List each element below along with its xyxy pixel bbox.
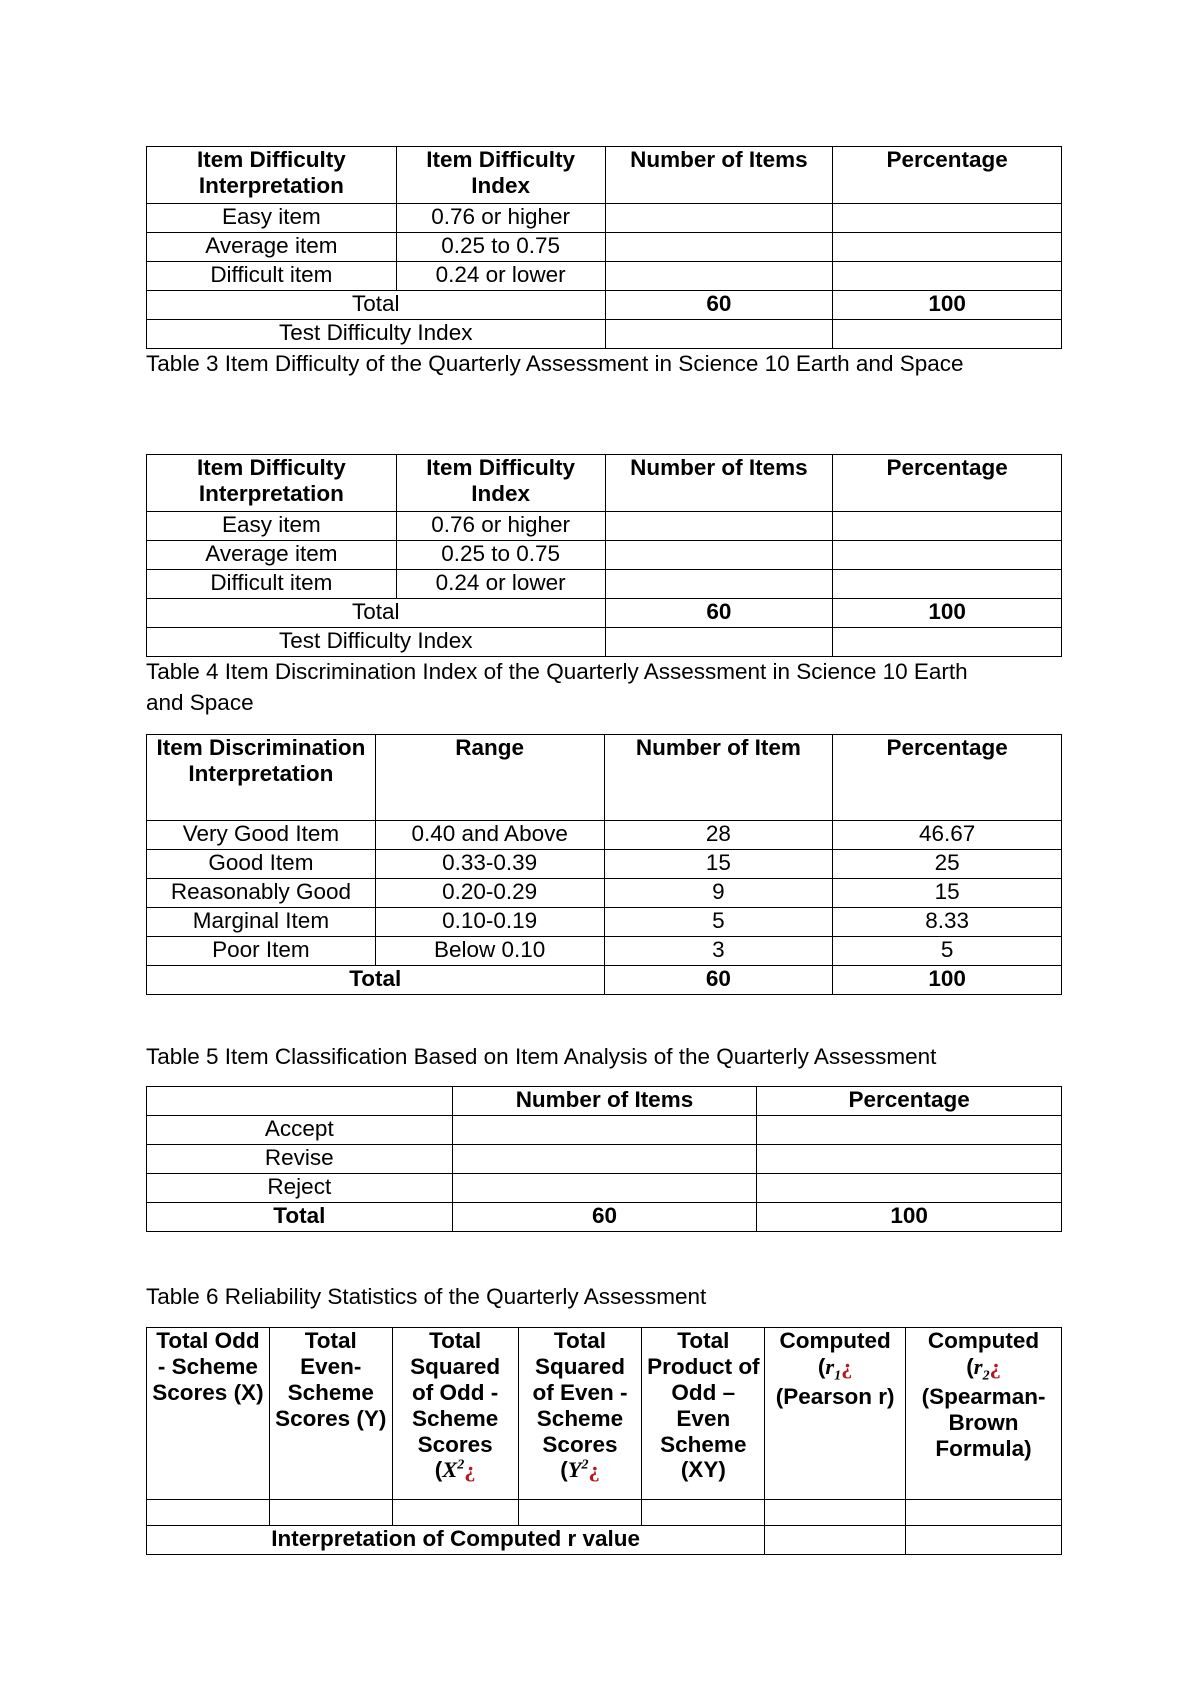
table-cell: 15 xyxy=(833,879,1062,908)
table-cell xyxy=(833,233,1062,262)
total-percentage: 100 xyxy=(833,291,1062,320)
table-cell: Accept xyxy=(147,1116,453,1145)
header-text: (Pearson r) xyxy=(775,1384,895,1410)
table-row xyxy=(147,1145,1062,1174)
header-cell: Item Discrimination Interpretation xyxy=(147,735,376,821)
table-cell xyxy=(452,1145,757,1174)
table-cell: 46.67 xyxy=(833,821,1062,850)
table-cell xyxy=(833,262,1062,291)
table-cell: 0.20-0.29 xyxy=(375,879,604,908)
table-cell xyxy=(605,204,833,233)
table-cell xyxy=(605,233,833,262)
header-cell xyxy=(147,1087,453,1116)
header-product-xy: Total Product of Odd – Even Scheme (XY) xyxy=(642,1328,765,1500)
header-cell: Item Difficulty Interpretation xyxy=(147,147,397,204)
table-cell: Reject xyxy=(147,1174,453,1203)
total-label: Total xyxy=(147,966,605,995)
table-cell: Average item xyxy=(147,541,397,570)
table-cell xyxy=(833,570,1062,599)
table-row xyxy=(147,1174,1062,1203)
table-row xyxy=(147,262,1062,291)
difficulty-index-row xyxy=(147,628,1062,657)
total-label: Total xyxy=(147,1203,453,1232)
table-cell: Easy item xyxy=(147,204,397,233)
table-caption: Table 4 Item Discrimination Index of the Quarterly Assessment in Science 10 Earth xyxy=(146,659,968,684)
total-row xyxy=(147,599,1062,628)
table-cell: 0.25 to 0.75 xyxy=(396,233,605,262)
table-cell: Easy item xyxy=(147,512,397,541)
total-percentage: 100 xyxy=(757,1203,1062,1232)
broken-glyph: ¿ xyxy=(841,1353,853,1379)
total-items: 60 xyxy=(452,1203,757,1232)
table-cell: 0.24 or lower xyxy=(396,570,605,599)
table-cell xyxy=(605,628,833,657)
table-cell xyxy=(757,1174,1062,1203)
table-cell: 5 xyxy=(833,937,1062,966)
table-cell: 5 xyxy=(604,908,833,937)
total-row xyxy=(147,1203,1062,1232)
table-cell xyxy=(906,1526,1062,1555)
math-exponent: 2 xyxy=(457,1457,465,1473)
table-cell: Average item xyxy=(147,233,397,262)
table-cell xyxy=(833,204,1062,233)
table-cell xyxy=(833,628,1062,657)
table-cell: Poor Item xyxy=(147,937,376,966)
table-caption: Table 6 Reliability Statistics of the Quarterly Assessment xyxy=(146,1284,707,1309)
table-cell xyxy=(642,1500,765,1526)
header-cell: Number of Items xyxy=(452,1087,757,1116)
table-cell xyxy=(518,1500,642,1526)
table-cell xyxy=(452,1116,757,1145)
table-caption-continued: and Space xyxy=(146,690,254,715)
table-row xyxy=(147,512,1062,541)
table-cell: 9 xyxy=(604,879,833,908)
table-cell: Difficult item xyxy=(147,262,397,291)
broken-glyph: ¿ xyxy=(588,1457,600,1483)
table-cell: Below 0.10 xyxy=(375,937,604,966)
table-cell xyxy=(765,1500,906,1526)
header-squared-odd: Total Squared of Odd - Scheme Scores ($X^2¿$ xyxy=(392,1328,518,1500)
table-cell xyxy=(833,320,1062,349)
header-spearman-brown: Computed ($r_2¿$ (Spearman-Brown Formula) xyxy=(906,1328,1062,1500)
table-cell: 25 xyxy=(833,850,1062,879)
total-items: 60 xyxy=(605,291,833,320)
table-row xyxy=(147,541,1062,570)
item-difficulty-table xyxy=(146,454,1062,657)
table-cell: Reasonably Good xyxy=(147,879,376,908)
table-cell xyxy=(757,1145,1062,1174)
table-cell: 0.76 or higher xyxy=(396,512,605,541)
total-row xyxy=(147,966,1062,995)
table-cell: 0.24 or lower xyxy=(396,262,605,291)
table-cell: Difficult item xyxy=(147,570,397,599)
header-squared-even: Total Squared of Even -Scheme Scores ($Y^2¿$ xyxy=(518,1328,642,1500)
header-cell: Percentage xyxy=(757,1087,1062,1116)
math-variable: r xyxy=(973,1353,983,1379)
interpretation-row xyxy=(147,1526,1062,1555)
item-discrimination-table xyxy=(146,734,1062,995)
math-exponent: 2 xyxy=(581,1457,589,1473)
item-classification-table xyxy=(146,1086,1062,1232)
header-cell: Number of Items xyxy=(605,147,833,204)
table-cell: 0.40 and Above xyxy=(375,821,604,850)
table-cell xyxy=(605,512,833,541)
header-even-scores: Total Even- Scheme Scores (Y) xyxy=(269,1328,392,1500)
table-cell: 0.33-0.39 xyxy=(375,850,604,879)
total-items: 60 xyxy=(604,966,833,995)
difficulty-index-row xyxy=(147,320,1062,349)
table-row xyxy=(147,908,1062,937)
table-cell xyxy=(605,262,833,291)
table-cell xyxy=(452,1174,757,1203)
header-text: Total Squared of Even -Scheme Scores xyxy=(532,1328,628,1457)
difficulty-index-label: Test Difficulty Index xyxy=(147,628,606,657)
broken-glyph: ¿ xyxy=(464,1457,476,1483)
total-label: Total xyxy=(147,291,606,320)
table-cell: 8.33 xyxy=(833,908,1062,937)
difficulty-index-label: Test Difficulty Index xyxy=(147,320,606,349)
table-row xyxy=(147,570,1062,599)
table-cell xyxy=(605,541,833,570)
table-cell: Revise xyxy=(147,1145,453,1174)
table-row xyxy=(147,850,1062,879)
table-cell: 0.25 to 0.75 xyxy=(396,541,605,570)
total-items: 60 xyxy=(605,599,833,628)
total-label: Total xyxy=(147,599,606,628)
header-text: (Spearman-Brown Formula) xyxy=(921,1384,1046,1462)
header-cell: Item Difficulty Index xyxy=(396,455,605,512)
table-cell xyxy=(833,512,1062,541)
header-odd-scores: Total Odd - Scheme Scores (X) xyxy=(147,1328,270,1500)
table-cell xyxy=(605,320,833,349)
interpretation-label: Interpretation of Computed r value xyxy=(147,1526,765,1555)
header-cell: Item Difficulty Interpretation xyxy=(147,455,397,512)
table-cell: 3 xyxy=(604,937,833,966)
table-cell: 28 xyxy=(604,821,833,850)
header-cell: Number of Item xyxy=(604,735,833,821)
header-cell: Percentage xyxy=(833,735,1062,821)
table-cell xyxy=(833,541,1062,570)
total-row xyxy=(147,291,1062,320)
header-cell: Range xyxy=(375,735,604,821)
header-pearson-r: Computed ($r_1¿$ (Pearson r) xyxy=(765,1328,906,1500)
total-percentage: 100 xyxy=(833,599,1062,628)
table-row xyxy=(147,1500,1062,1526)
table-cell xyxy=(765,1526,906,1555)
math-variable: Y xyxy=(567,1457,582,1483)
broken-glyph: ¿ xyxy=(989,1353,1001,1379)
header-cell: Number of Items xyxy=(605,455,833,512)
table-cell: Very Good Item xyxy=(147,821,376,850)
header-cell: Percentage xyxy=(833,455,1062,512)
math-subscript: 2 xyxy=(982,1368,990,1384)
table-caption: Table 5 Item Classification Based on Item Analysis of the Quarterly Assessment xyxy=(146,1044,937,1069)
math-subscript: 1 xyxy=(834,1368,842,1384)
table-cell: 0.76 or higher xyxy=(396,204,605,233)
table-cell xyxy=(269,1500,392,1526)
table-row xyxy=(147,937,1062,966)
header-text: Total Squared of Odd - Scheme Scores xyxy=(410,1328,501,1457)
header-text: Computed xyxy=(927,1328,1040,1353)
header-cell: Percentage xyxy=(833,147,1062,204)
item-difficulty-table-3 xyxy=(146,146,1062,349)
table-row xyxy=(147,821,1062,850)
reliability-statistics-table xyxy=(146,1327,1062,1555)
table-cell xyxy=(757,1116,1062,1145)
table-row xyxy=(147,1116,1062,1145)
table-cell xyxy=(392,1500,518,1526)
table-cell: Good Item xyxy=(147,850,376,879)
table-cell: 15 xyxy=(604,850,833,879)
math-variable: r xyxy=(825,1353,835,1379)
table-row xyxy=(147,233,1062,262)
table-cell: 0.10-0.19 xyxy=(375,908,604,937)
table-cell xyxy=(605,570,833,599)
table-cell: Marginal Item xyxy=(147,908,376,937)
table-caption: Table 3 Item Difficulty of the Quarterly Assessment in Science 10 Earth and Space xyxy=(146,351,964,376)
total-percentage: 100 xyxy=(833,966,1062,995)
table-row xyxy=(147,879,1062,908)
table-cell xyxy=(906,1500,1062,1526)
header-text: Computed xyxy=(779,1328,891,1353)
math-variable: X xyxy=(442,1457,458,1483)
header-cell: Item Difficulty Index xyxy=(396,147,605,204)
table-row xyxy=(147,204,1062,233)
table-cell xyxy=(147,1500,270,1526)
